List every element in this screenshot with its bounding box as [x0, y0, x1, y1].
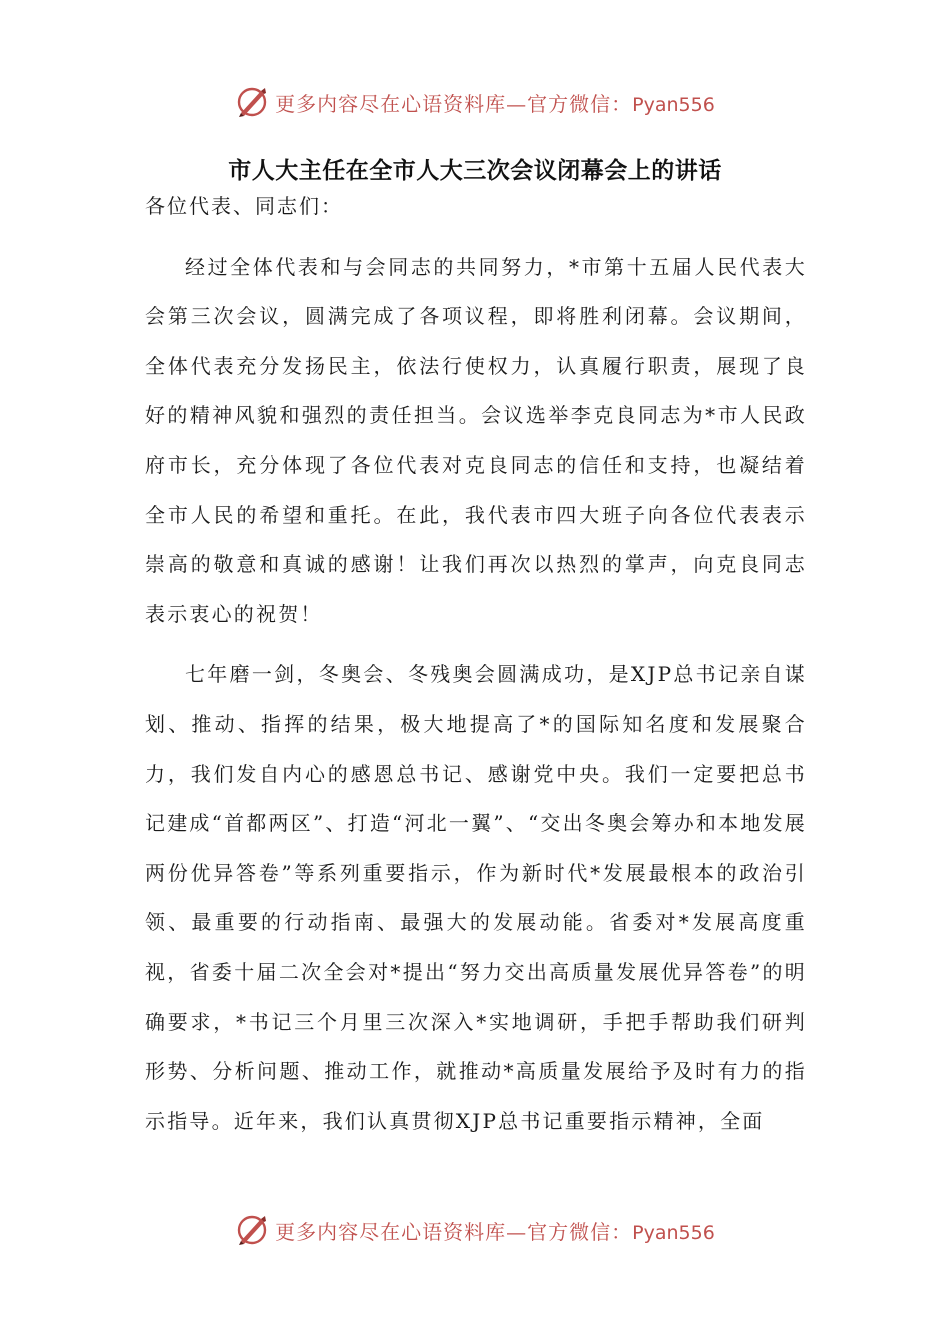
paragraph-2: 七年磨一剑，冬奥会、冬残奥会圆满成功，是XJP总书记亲自谋划、推动、指挥的结果，极大地提高了*的国际知名度和发展聚合力，我们发自内心的感恩总书记、感谢党中央。我们一定要把总书记建成“首都两区”、打造“河北一翼”、“交出冬奥会筹办和本地发展两份优异答卷”等系列重要指示，作为新时代*发展最根本的政治引领、最重要的行动指南、最强大的发展动能。省委对*发展高度重视，省委十届二次全会对*提出“努力交出高质量发展优异答卷”的明确要求，*书记三个月里三次深入*实地调研，手把手帮助我们研判形势、分析问题、推动工作，就推动*高质量发展给予及时有力的指示指导。近年来，我们认真贯彻XJP总书记重要指示精神，全面	[145, 662, 807, 1133]
greeting: 各位代表、同志们：	[145, 194, 343, 218]
watermark-id: Pyan556	[632, 93, 715, 116]
paragraph-1: 经过全体代表和与会同志的共同努力，*市第十五届人民代表大会第三次会议，圆满完成了各项议程，即将胜利闭幕。会议期间，全体代表充分发扬民主，依法行使权力，认真履行职责，展现了良好的精神风貌和强烈的责任担当。会议选举李克良同志为*市人民政府市长，充分体现了各位代表对克良同志的信任和支持，也凝结着全市人民的希望和重托。在此，我代表市四大班子向各位代表表示崇高的敬意和真诚的感谢！让我们再次以热烈的掌声，向克良同志表示衷心的祝贺！	[145, 254, 807, 626]
watermark-text: 更多内容尽在心语资料库—官方微信：Pyan556	[275, 1219, 715, 1244]
watermark-id: Pyan556	[632, 1221, 715, 1244]
document-body	[145, 182, 807, 1157]
header-watermark	[0, 82, 950, 122]
document-title: 市人大主任在全市人大三次会议闭幕会上的讲话	[228, 158, 722, 184]
pen-logo-icon	[235, 1213, 269, 1247]
pen-logo-icon	[235, 85, 269, 119]
watermark-text: 更多内容尽在心语资料库—官方微信：Pyan556	[275, 91, 715, 116]
footer-watermark	[0, 1210, 950, 1250]
